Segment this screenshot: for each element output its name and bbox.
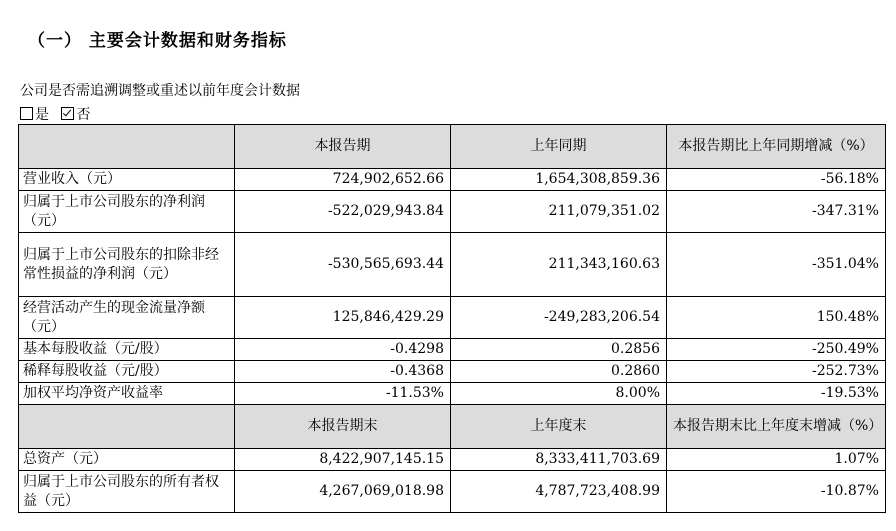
header-prior-period: 上年同期 <box>451 125 667 169</box>
row-label: 稀释每股收益（元/股） <box>19 361 235 383</box>
table-row <box>19 449 886 471</box>
current-value: 4,267,069,018.98 <box>235 471 451 513</box>
row-label: 营业收入（元） <box>19 169 235 191</box>
current-value: -11.53% <box>235 383 451 405</box>
table2-header-row <box>19 405 886 449</box>
prior-value: 8.00% <box>451 383 667 405</box>
section-heading: （一） 主要会计数据和财务指标 <box>28 31 287 51</box>
header-prior-year-end: 上年度末 <box>451 405 667 449</box>
current-value: -0.4298 <box>235 339 451 361</box>
prior-value: 4,787,723,408.99 <box>451 471 667 513</box>
change-value: -19.53% <box>667 383 886 405</box>
table1-header-row <box>19 125 886 169</box>
row-label: 总资产（元） <box>19 449 235 471</box>
no-label: 否 <box>76 107 91 123</box>
row-label: 经营活动产生的现金流量净额（元） <box>19 297 235 339</box>
current-value: 8,422,907,145.15 <box>235 449 451 471</box>
financial-indicators-table <box>18 124 886 513</box>
header-period-end: 本报告期末 <box>235 405 451 449</box>
table-row <box>19 297 886 339</box>
row-label: 归属于上市公司股东的净利润（元） <box>19 191 235 233</box>
yes-checkbox[interactable] <box>20 107 33 120</box>
row-label: 归属于上市公司股东的所有者权益（元） <box>19 471 235 513</box>
header-blank-cell <box>19 125 235 169</box>
restatement-options <box>20 104 90 124</box>
change-value: 1.07% <box>667 449 886 471</box>
change-value: -250.49% <box>667 339 886 361</box>
prior-value: 211,079,351.02 <box>451 191 667 233</box>
row-label: 归属于上市公司股东的扣除非经常性损益的净利润（元） <box>19 233 235 297</box>
change-value: 150.48% <box>667 297 886 339</box>
table-row <box>19 383 886 405</box>
restatement-question: 公司是否需追溯调整或重述以前年度会计数据 <box>20 83 300 99</box>
change-value: -10.87% <box>667 471 886 513</box>
table-row <box>19 471 886 513</box>
prior-value: 0.2860 <box>451 361 667 383</box>
prior-value: 1,654,308,859.36 <box>451 169 667 191</box>
current-value: -530,565,693.44 <box>235 233 451 297</box>
prior-value: -249,283,206.54 <box>451 297 667 339</box>
row-label: 基本每股收益（元/股） <box>19 339 235 361</box>
table-row <box>19 233 886 297</box>
current-value: 724,902,652.66 <box>235 169 451 191</box>
table-row <box>19 191 886 233</box>
row-label: 加权平均净资产收益率 <box>19 383 235 405</box>
no-checkbox-checked[interactable] <box>61 107 74 120</box>
prior-value: 0.2856 <box>451 339 667 361</box>
header-blank-cell <box>19 405 235 449</box>
current-value: -0.4368 <box>235 361 451 383</box>
change-value: -252.73% <box>667 361 886 383</box>
change-value: -347.31% <box>667 191 886 233</box>
prior-value: 8,333,411,703.69 <box>451 449 667 471</box>
current-value: 125,846,429.29 <box>235 297 451 339</box>
current-value: -522,029,943.84 <box>235 191 451 233</box>
header-change: 本报告期比上年同期增减（%） <box>667 125 886 169</box>
table-row <box>19 361 886 383</box>
change-value: -56.18% <box>667 169 886 191</box>
table-row <box>19 339 886 361</box>
yes-label: 是 <box>35 107 49 123</box>
header-change: 本报告期末比上年度末增减（%） <box>667 405 886 449</box>
table-row <box>19 169 886 191</box>
header-current-period: 本报告期 <box>235 125 451 169</box>
change-value: -351.04% <box>667 233 886 297</box>
prior-value: 211,343,160.63 <box>451 233 667 297</box>
